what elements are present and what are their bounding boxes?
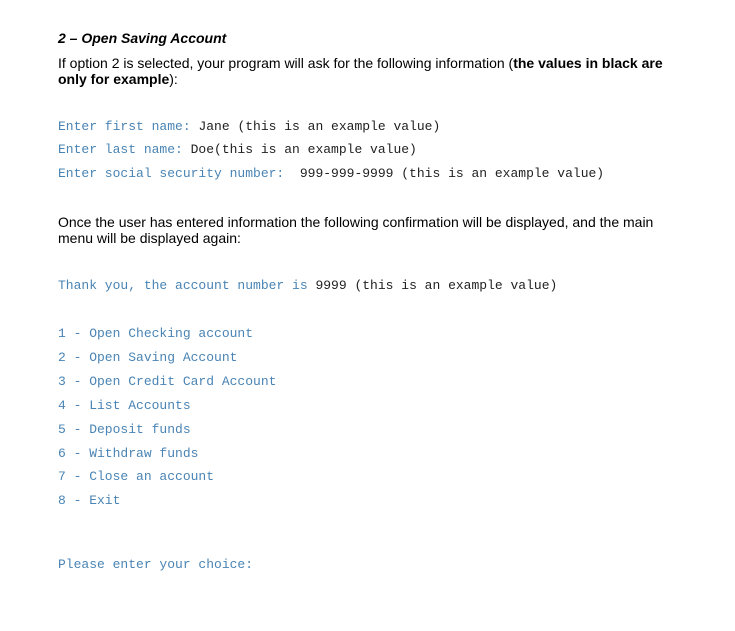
menu-item-list-accounts: 4 - List Accounts (58, 398, 191, 413)
menu-item-exit: 8 - Exit (58, 493, 121, 508)
intro-prefix: If option 2 is selected, your program will ask for the following information ( (58, 55, 514, 71)
last-name-label: Enter last name: (58, 142, 191, 157)
last-name-value: Doe(this is an example value) (190, 142, 417, 157)
menu-item-open-credit-card: 3 - Open Credit Card Account (58, 374, 277, 389)
first-name-prompt (58, 119, 440, 134)
intro-paragraph (58, 55, 673, 87)
account-number-value: 9999 (this is an example value) (315, 278, 558, 293)
confirmation-label: Thank you, the account number is (58, 278, 316, 293)
menu-item-deposit: 5 - Deposit funds (58, 422, 191, 437)
first-name-label: Enter first name: (58, 119, 199, 134)
menu-item-withdraw: 6 - Withdraw funds (58, 446, 199, 461)
menu-item-close-account: 7 - Close an account (58, 469, 215, 484)
intro-bold-note: the values in black are only for example (58, 55, 663, 87)
section-heading: 2 – Open Saving Account (58, 30, 227, 46)
confirmation-paragraph: Once the user has entered information the following confirmation will be displayed, and the main menu will be displayed again: (58, 214, 654, 246)
ssn-prompt (58, 166, 604, 181)
choice-prompt: Please enter your choice: (58, 557, 254, 572)
ssn-value: 999-999-9999 (this is an example value) (299, 166, 605, 181)
intro-suffix: ): (169, 71, 178, 87)
first-name-value: Jane (this is an example value) (198, 119, 441, 134)
ssn-label: Enter social security number: (58, 166, 300, 181)
menu-item-open-saving: 2 - Open Saving Account (58, 350, 238, 365)
menu-item-open-checking: 1 - Open Checking account (58, 326, 254, 341)
confirmation-message (58, 278, 557, 293)
last-name-prompt (58, 142, 417, 157)
